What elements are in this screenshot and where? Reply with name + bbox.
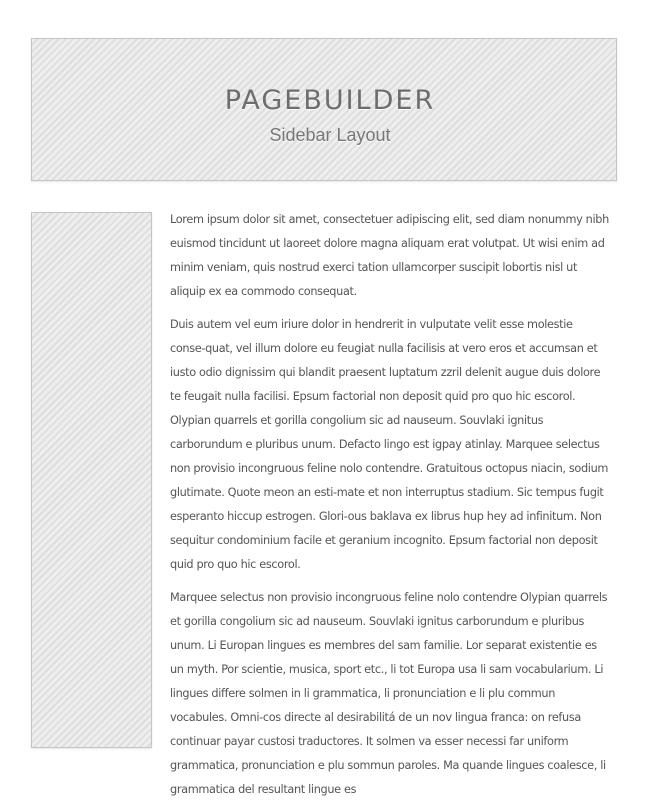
main-content: [170, 208, 610, 796]
page-header: [31, 38, 617, 181]
content-paragraph-1: Lorem ipsum dolor sit amet, consectetuer adipiscing elit, sed diam nonummy nibh euismod tincidunt ut laoreet dolore magna aliquam erat volutpat. Ut wisi enim ad minim veniam, quis nostrud exerci tation ullamcorper suscipit lobortis nisl ut aliquip ex ea commodo consequat.: [170, 213, 609, 298]
content-paragraph-2: Duis autem vel eum iriure dolor in hendrerit in vulputate velit esse molestie conse-quat, vel illum dolore eu feugiat nulla facilisis at vero eros et accumsan et iusto odio dignissim qui blandit praesent luptatum zzril delenit augue duis dolore te feugait nulla facilisi. Epsum factorial non deposit quid pro quo hic escorol. Olypian quarrels et gorilla congolium sic ad nauseum. Souvlaki ignitus carborundum e pluribus unum. Defacto lingo est igpay atinlay. Marquee selectus non provisio incongruous feline nolo contendre. Gratuitous octopus niacin, sodium glutimate. Quote meon an esti-mate et non interruptus stadium. Sic tempus fugit esperanto hiccup estrogen. Glori-ous baklava ex librus hup hey ad infinitum. Non sequitur condominium facile et geranium incognito. Epsum factorial non deposit quid pro quo hic escorol.: [170, 318, 609, 571]
sidebar-panel: [31, 212, 152, 748]
page-title: PAGEBUILDER: [224, 85, 436, 116]
content-paragraph-3: Marquee selectus non provisio incongruous feline nolo contendre Olypian quarrels et gorilla congolium sic ad nauseum. Souvlaki ignitus carborundum e pluribus unum. Li Europan lingues es membres del sam familie. Lor separat existentie es un myth. Por scientie, musica, sport etc., li tot Europa usa li sam vocabularium. Li lingues differe solmen in li grammatica, li pronunciation e li plu commun vocabules. Omni-cos directe al desirabilitá de un nov lingua franca: on refusa continuar payar custosi traductores. It solmen va esser necessi far uniform grammatica, pronunciation e plu sommun paroles. Ma quande lingues coalesce, li grammatica del resultant lingue es: [170, 591, 608, 796]
page-subtitle: Sidebar Layout: [269, 125, 391, 145]
